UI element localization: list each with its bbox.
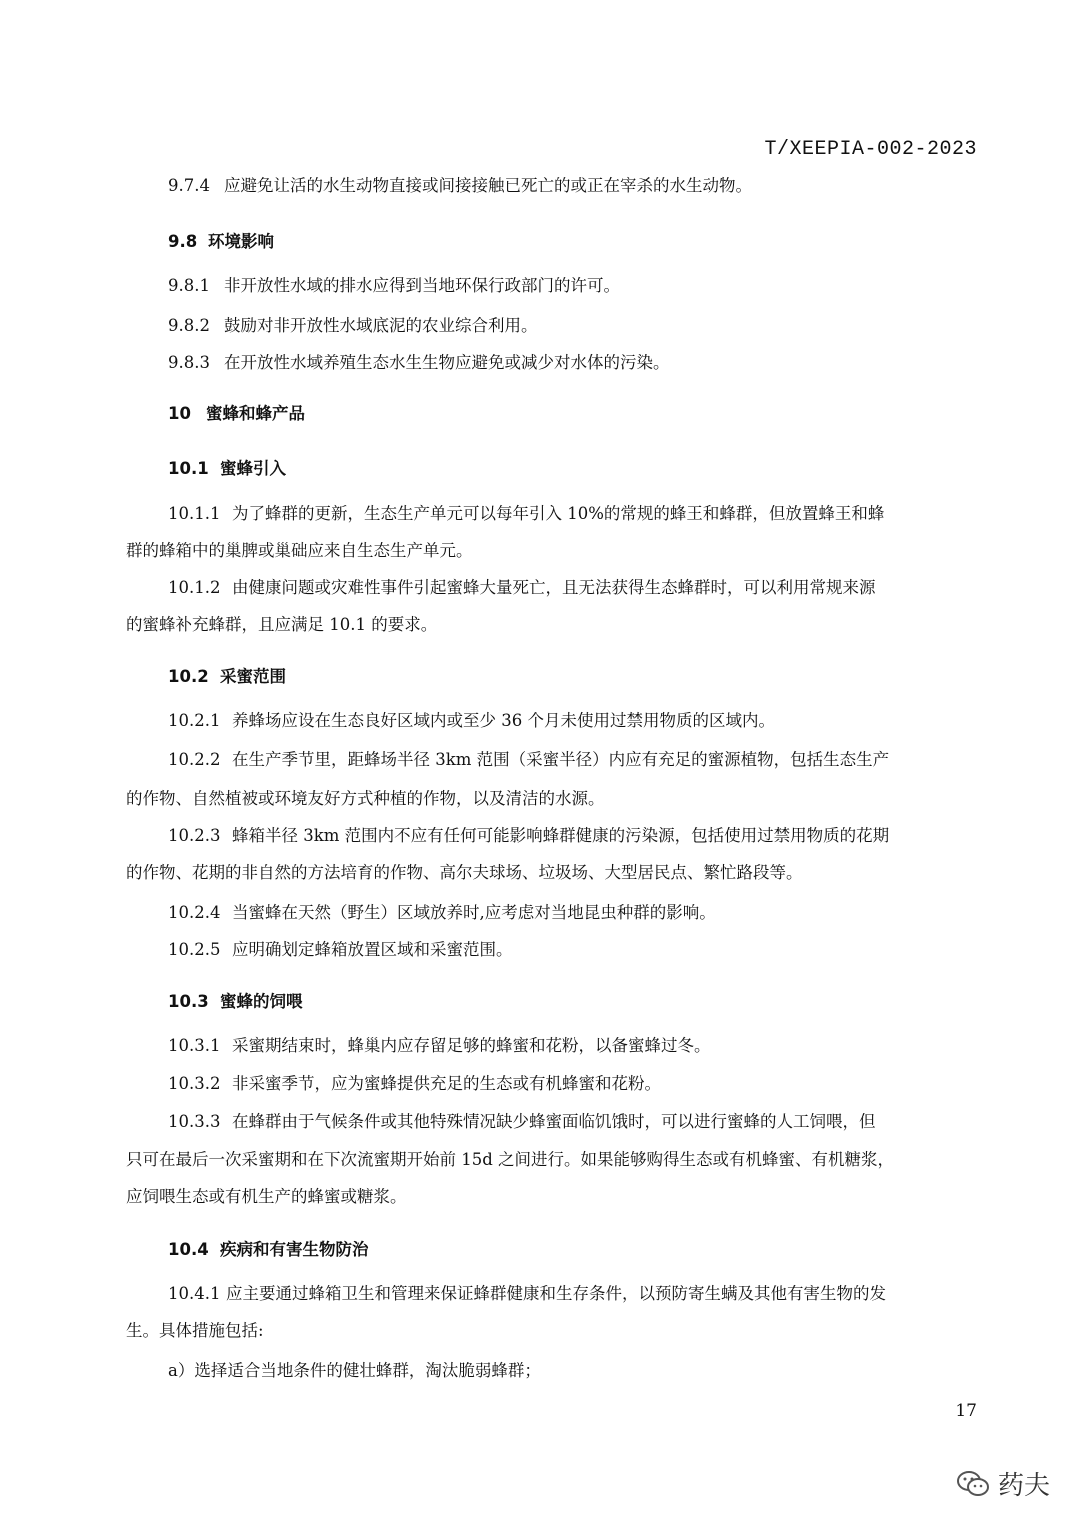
clause-number: 10.2.4 [168,903,221,922]
clause-10-2-2-cont [126,781,936,816]
clause-text-line1: 在蜂群由于气候条件或其他特殊情况缺少蜂蜜面临饥饿时，可以进行蜜蜂的人工饲喂，但 [232,1112,876,1131]
list-item-text: a）选择适合当地条件的健壮蜂群，淘汰脆弱蜂群； [168,1361,541,1380]
clause-text-line2: 的作物、花期的非自然的方法培育的作物、高尔夫球场、垃圾场、大型居民点、繁忙路段等。 [126,863,803,882]
clause-10-3-3 [168,1104,978,1139]
clause-number: 10.4.1 [168,1284,221,1303]
clause-10-2-3 [168,818,978,853]
clause-text-line2: 群的蜂箱中的巢脾或巢础应来自生态生产单元。 [126,541,473,560]
heading-number: 10.1 [168,459,209,478]
clause-text-line2: 的蜜蜂补充蜂群，且应满足 10.1 的要求。 [126,615,438,634]
clause-text-line1: 由健康问题或灾难性事件引起蜜蜂大量死亡，且无法获得生态蜂群时，可以利用常规来源 [232,578,876,597]
page-number: 17 [955,1401,977,1421]
heading-number: 9.8 [168,232,198,251]
clause-text: 非采蜜季节，应为蜜蜂提供充足的生态或有机蜂蜜和花粉。 [232,1074,661,1093]
clause-number: 9.8.2 [168,316,210,335]
clause-number: 9.8.1 [168,276,210,295]
clause-9-8-2 [168,308,978,343]
clause-text-line1: 在生产季节里，距蜂场半径 3km 范围（采蜜半径）内应有充足的蜜源植物，包括生态生产 [232,750,890,769]
heading-10-2 [168,663,286,687]
clause-9-8-3 [168,345,978,380]
clause-10-3-3-cont2 [126,1179,936,1214]
clause-10-2-1 [168,703,978,738]
clause-10-2-2 [168,742,978,777]
list-item-a [168,1353,978,1388]
heading-text: 采蜜范围 [220,667,286,686]
watermark [956,1465,1050,1502]
clause-text: 采蜜期结束时，蜂巢内应存留足够的蜂蜜和花粉，以备蜜蜂过冬。 [232,1036,711,1055]
clause-text: 鼓励对非开放性水域底泥的农业综合利用。 [224,316,538,335]
heading-text: 疾病和有害生物防治 [220,1240,369,1259]
clause-text: 在开放性水域养殖生态水生生物应避免或减少对水体的污染。 [224,353,670,372]
clause-text: 应避免让活的水生动物直接或间接接触已死亡的或正在宰杀的水生动物。 [224,176,752,195]
clause-text-line2: 只可在最后一次采蜜期和在下次流蜜期开始前 15d 之间进行。如果能够购得生态或有机蜂蜜、有机糖浆， [126,1150,895,1169]
heading-number: 10.3 [168,992,209,1011]
clause-text: 应明确划定蜂箱放置区域和采蜜范围。 [232,940,513,959]
watermark-text: 药夫 [997,1471,1050,1501]
clause-10-1-2 [168,570,978,605]
heading-text: 环境影响 [208,232,274,251]
clause-10-4-1-cont [126,1313,936,1348]
clause-text-line2: 生。具体措施包括: [126,1321,264,1340]
clause-text: 非开放性水域的排水应得到当地环保行政部门的许可。 [224,276,620,295]
clause-number: 10.3.2 [168,1074,221,1093]
clause-9-8-1 [168,268,978,303]
clause-10-4-1 [168,1276,978,1311]
clause-9-7-4 [168,168,978,203]
heading-10-4 [168,1236,369,1260]
heading-text: 蜜蜂和蜂产品 [206,404,305,423]
heading-text: 蜜蜂的饲喂 [220,992,303,1011]
heading-10-1 [168,455,286,479]
clause-text-line1: 应主要通过蜂箱卫生和管理来保证蜂群健康和生存条件，以预防寄生螨及其他有害生物的发 [226,1284,886,1303]
clause-number: 10.1.2 [168,578,221,597]
clause-text-line2: 的作物、自然植被或环境友好方式种植的作物，以及清洁的水源。 [126,789,605,808]
clause-10-1-2-cont [126,607,936,642]
heading-10 [168,400,305,424]
clause-text-line1: 蜂箱半径 3km 范围内不应有任何可能影响蜂群健康的污染源，包括使用过禁用物质的花期 [232,826,890,845]
heading-text: 蜜蜂引入 [220,459,286,478]
clause-10-3-1 [168,1028,978,1063]
clause-10-1-1-cont [126,533,936,568]
doc-code: T/XEEPIA-002-2023 [764,138,977,161]
clause-number: 9.7.4 [168,176,210,195]
heading-9-8 [168,228,274,252]
clause-number: 10.2.5 [168,940,221,959]
clause-text: 养蜂场应设在生态良好区域内或至少 36 个月未使用过禁用物质的区域内。 [232,711,775,730]
heading-number: 10.4 [168,1240,209,1259]
heading-number: 10.2 [168,667,209,686]
clause-text: 当蜜蜂在天然（野生）区域放养时,应考虑对当地昆虫种群的影响。 [232,903,716,922]
clause-text-line1: 为了蜂群的更新，生态生产单元可以每年引入 10%的常规的蜂王和蜂群，但放置蜂王和蜂 [232,504,885,523]
heading-number: 10 [168,404,191,423]
clause-number: 10.1.1 [168,504,221,523]
clause-number: 10.2.1 [168,711,221,730]
heading-10-3 [168,988,303,1012]
clause-10-2-4 [168,895,978,930]
clause-number: 10.3.3 [168,1112,221,1131]
clause-number: 10.3.1 [168,1036,221,1055]
clause-number: 9.8.3 [168,353,210,372]
clause-10-3-3-cont [126,1142,936,1177]
clause-number: 10.2.2 [168,750,221,769]
wechat-icon [956,1470,990,1498]
clause-10-2-3-cont [126,855,936,890]
clause-10-3-2 [168,1066,978,1101]
clause-text-line3: 应饲喂生态或有机生产的蜂蜜或糖浆。 [126,1187,407,1206]
clause-number: 10.2.3 [168,826,221,845]
clause-10-2-5 [168,932,978,967]
